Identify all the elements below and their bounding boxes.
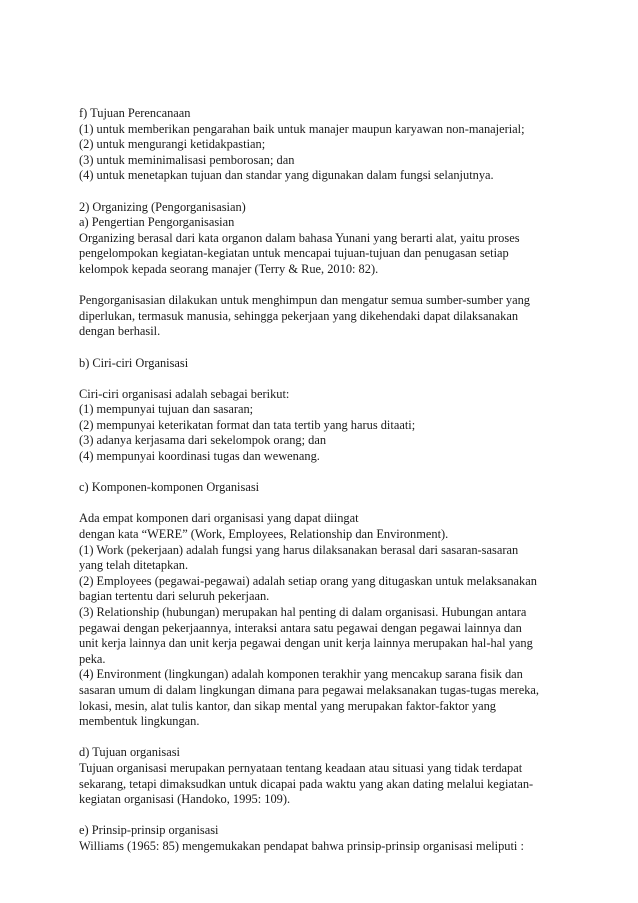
sub-c-line: unit kerja lainnya dan unit kerja pegawai dengan unit kerja lainnya merupakan hal-hal yang: [79, 636, 533, 651]
sub-c-line: lokasi, mesin, alat tulis kantor, dan sikap mental yang merupakan faktor-faktor yang: [79, 698, 496, 713]
spacer: [79, 465, 579, 481]
sub-a-para1-line: Organizing berasal dari kata organon dalam bahasa Yunani yang berarti alat, yaitu proses: [79, 230, 520, 245]
document-page: [79, 106, 579, 855]
sub-b-heading: b) Ciri-ciri Organisasi: [79, 355, 189, 370]
sub-a-para1-line: kelompok kepada seorang manajer (Terry & Rue, 2010: 82).: [79, 261, 379, 276]
sub-a-para2-line: dengan berhasil.: [79, 324, 161, 339]
sub-d-line: kegiatan organisasi (Handoko, 1995: 109).: [79, 792, 291, 807]
sub-c-line: (1) Work (pekerjaan) adalah fungsi yang harus dilaksanakan berasal dari sasaran-sasaran: [79, 542, 519, 557]
section-f-item-1: (1) untuk memberikan pengarahan baik untuk manajer maupun karyawan non-manajerial;: [79, 121, 525, 136]
sub-b-item-1: (1) mempunyai tujuan dan sasaran;: [79, 402, 254, 417]
sub-c-line: yang telah ditetapkan.: [79, 558, 189, 573]
sub-b-intro: Ciri-ciri organisasi adalah sebagai berikut:: [79, 386, 290, 401]
sub-b-item-2: (2) mempunyai keterikatan format dan tata tertib yang harus ditaati;: [79, 417, 416, 432]
section-f-heading: f) Tujuan Perencanaan: [79, 106, 191, 120]
section-f-item-4: (4) untuk menetapkan tujuan dan standar yang digunakan dalam fungsi selanjutnya.: [79, 168, 494, 183]
sub-c-line: membentuk lingkungan.: [79, 714, 200, 729]
sub-e-heading: e) Prinsip-prinsip organisasi: [79, 823, 219, 838]
sub-c-line: (3) Relationship (hubungan) merupakan hal penting di dalam organisasi. Hubungan antara: [79, 605, 527, 619]
sub-c-heading: c) Komponen-komponen Organisasi: [79, 480, 260, 495]
sub-c-line: pegawai dengan pekerjaannya, interaksi antara satu pegawai dengan pegawai lainnya dan: [79, 620, 522, 635]
spacer: [79, 278, 579, 294]
sub-d-heading: d) Tujuan organisasi: [79, 745, 180, 760]
sub-c-line: peka.: [79, 651, 106, 666]
sub-c-line: Ada empat komponen dari organisasi yang dapat diingat: [79, 511, 359, 526]
spacer: [79, 808, 579, 824]
sub-c-line: (4) Environment (lingkungan) adalah komponen terakhir yang mencakup sarana fisik dan: [79, 667, 523, 682]
sub-a-para1-line: pengelompokan kegiatan-kegiatan untuk mencapai tujuan-tujuan dan penugasan setiap: [79, 246, 509, 261]
sub-c-line: (2) Employees (pegawai-pegawai) adalah setiap orang yang ditugaskan untuk melaksanakan: [79, 573, 537, 588]
organizing-heading: 2) Organizing (Pengorganisasian): [79, 199, 246, 214]
sub-a-para2-line: diperlukan, termasuk manusia, sehingga pekerjaan yang dikehendaki dapat dilaksanakan: [79, 308, 519, 323]
sub-e-line: Williams (1965: 85) mengemukakan pendapat bahwa prinsip-prinsip organisasi meliputi :: [79, 838, 524, 853]
sub-b-item-4: (4) mempunyai koordinasi tugas dan wewenang.: [79, 449, 320, 464]
sub-d-line: Tujuan organisasi merupakan pernyataan tentang keadaan atau situasi yang tidak terdapat: [79, 760, 523, 775]
sub-c-line: dengan kata “WERE” (Work, Employees, Relationship dan Environment).: [79, 527, 449, 542]
sub-b-item-3: (3) adanya kerjasama dari sekelompok orang; dan: [79, 433, 327, 448]
section-f-item-3: (3) untuk meminimalisasi pemborosan; dan: [79, 152, 295, 167]
spacer: [79, 340, 579, 356]
sub-a-heading: a) Pengertian Pengorganisasian: [79, 215, 235, 230]
sub-d-line: sekarang, tetapi dimaksudkan untuk dicapai pada waktu yang akan dating melalui kegiatan-: [79, 776, 534, 791]
sub-c-line: sasaran umum di dalam lingkungan dimana para pegawai melaksanakan tugas-tugas mereka,: [79, 682, 540, 697]
section-f-item-2: (2) untuk mengurangi ketidakpastian;: [79, 137, 266, 152]
spacer: [79, 371, 579, 387]
spacer: [79, 184, 579, 200]
spacer: [79, 496, 579, 512]
sub-a-para2-line: Pengorganisasian dilakukan untuk menghimpun dan mengatur semua sumber-sumber yang: [79, 293, 530, 308]
spacer: [79, 730, 579, 746]
sub-c-line: bagian tertentu dari seluruh pekerjaan.: [79, 589, 270, 604]
